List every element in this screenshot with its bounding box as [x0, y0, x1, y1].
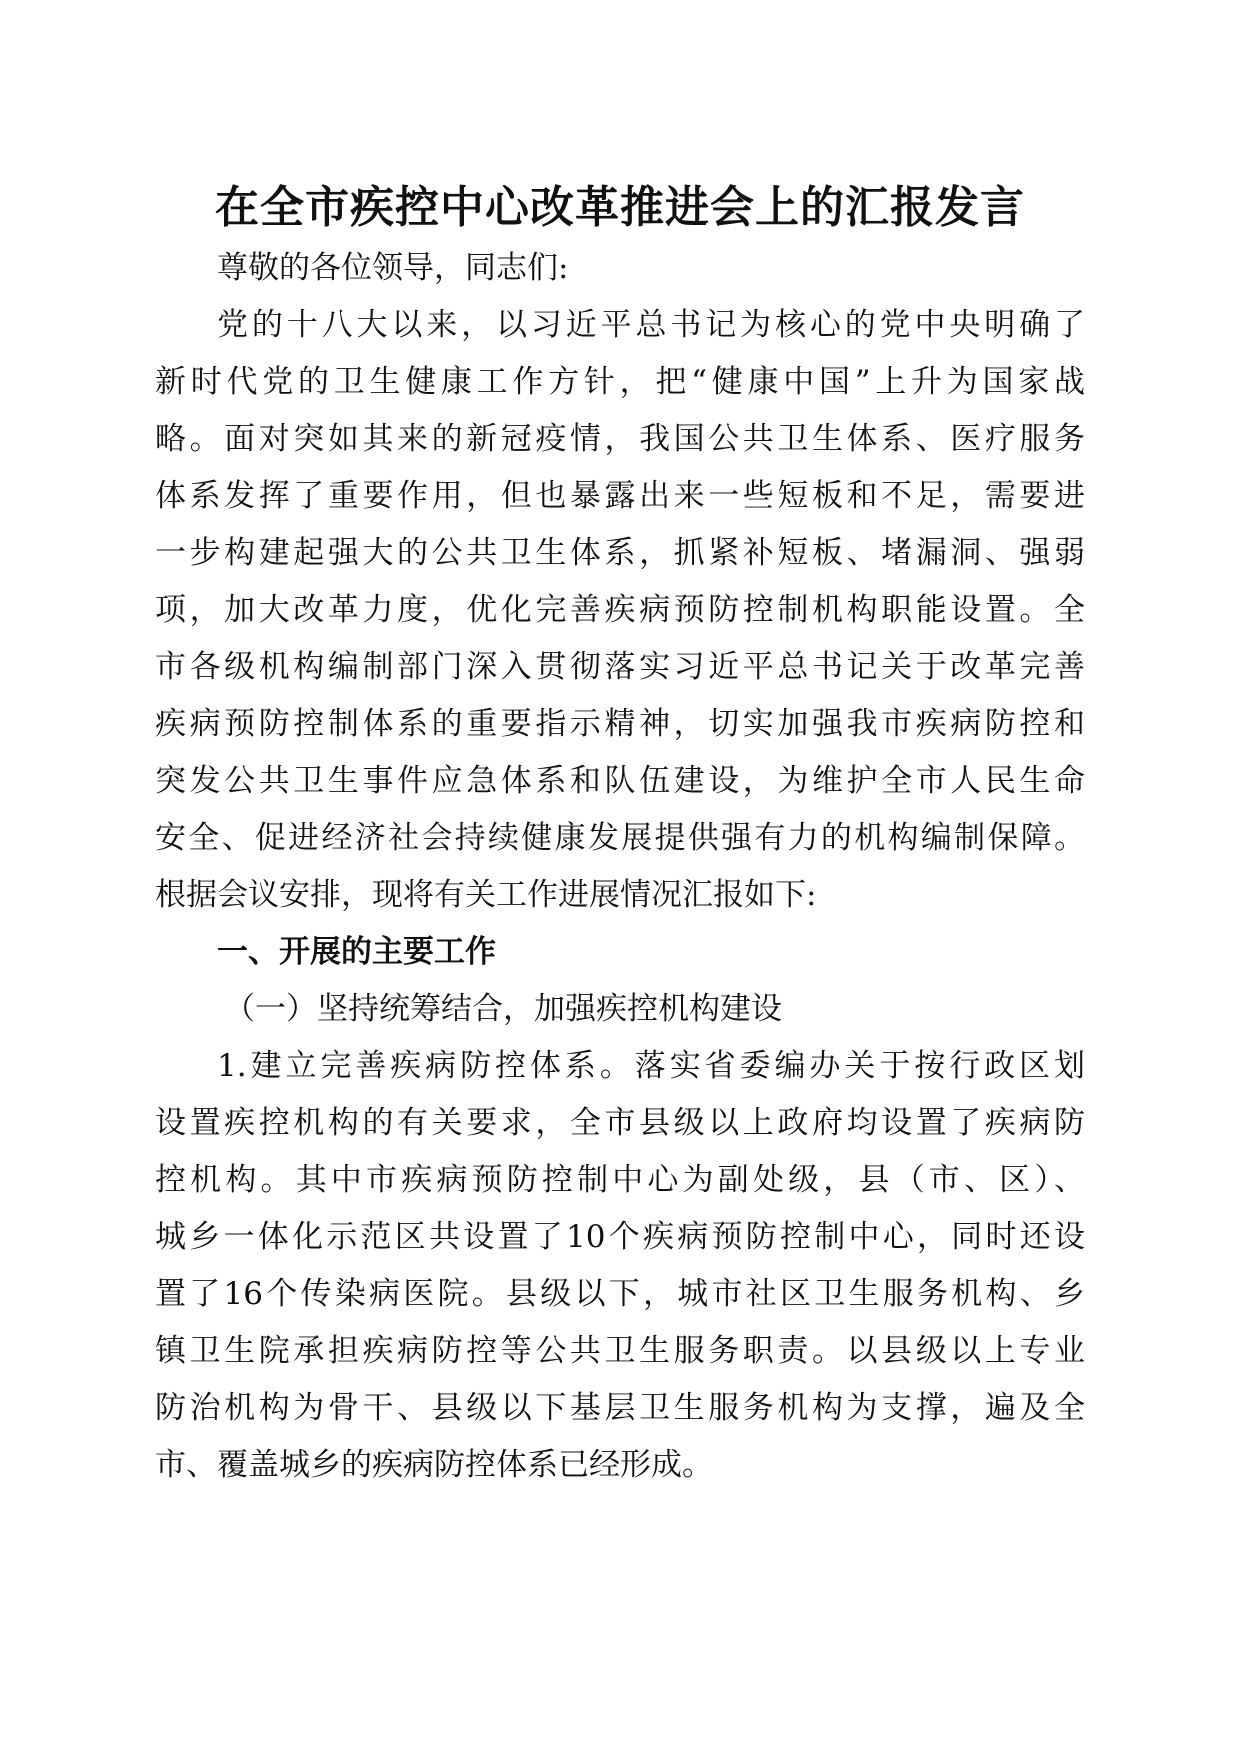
paragraph-line: 设置疾控机构的有关要求，全市县级以上政府均设置了疾病防 [155, 1105, 1085, 1141]
paragraph-line: 安全、促进经济社会持续健康发展提供强有力的机构编制保障。 [155, 820, 1085, 856]
paragraph-line: 市各级机构编制部门深入贯彻落实习近平总书记关于改革完善 [155, 649, 1085, 685]
paragraph-line: 防治机构为骨干、县级以下基层卫生服务机构为支撑，遍及全 [155, 1390, 1085, 1426]
paragraph-line: 项，加大改革力度，优化完善疾病预防控制机构职能设置。全 [155, 592, 1085, 628]
paragraph-line: 置了16个传染病医院。县级以下，城市社区卫生服务机构、乡 [155, 1276, 1085, 1312]
paragraph-line: 控机构。其中市疾病预防控制中心为副处级，县（市、区）、 [155, 1162, 1085, 1198]
paragraph-line: 镇卫生院承担疾病防控等公共卫生服务职责。以县级以上专业 [155, 1333, 1085, 1369]
paragraph-line: 根据会议安排，现将有关工作进展情况汇报如下: [155, 877, 817, 913]
paragraph-line: 市、覆盖城乡的疾病防控体系已经形成。 [155, 1447, 713, 1483]
paragraph-line: 疾病预防控制体系的重要指示精神，切实加强我市疾病防控和 [155, 706, 1085, 742]
paragraph-line: 城乡一体化示范区共设置了10个疾病预防控制中心，同时还设 [155, 1219, 1085, 1255]
paragraph-line: 新时代党的卫生健康工作方针，把“健康中国”上升为国家战 [155, 364, 1085, 400]
paragraph-line: 体系发挥了重要作用，但也暴露出来一些短板和不足，需要进 [155, 478, 1085, 514]
salutation: 尊敬的各位领导，同志们: [217, 250, 569, 286]
paragraph-line: 一步构建起强大的公共卫生体系，抓紧补短板、堵漏洞、强弱 [155, 535, 1085, 571]
paragraph-line: 党的十八大以来，以习近平总书记为核心的党中央明确了 [217, 307, 1085, 343]
paragraph-line: 1.建立完善疾病防控体系。落实省委编办关于按行政区划 [217, 1048, 1085, 1084]
subsection-heading: （一）坚持统筹结合，加强疾控机构建设 [224, 991, 782, 1027]
section-heading: 一、开展的主要工作 [217, 934, 496, 970]
document-title: 在全市疾控中心改革推进会上的汇报发言 [215, 182, 1025, 233]
paragraph-line: 突发公共卫生事件应急体系和队伍建设，为维护全市人民生命 [155, 763, 1085, 799]
paragraph-line: 略。面对突如其来的新冠疫情，我国公共卫生体系、医疗服务 [155, 421, 1085, 457]
